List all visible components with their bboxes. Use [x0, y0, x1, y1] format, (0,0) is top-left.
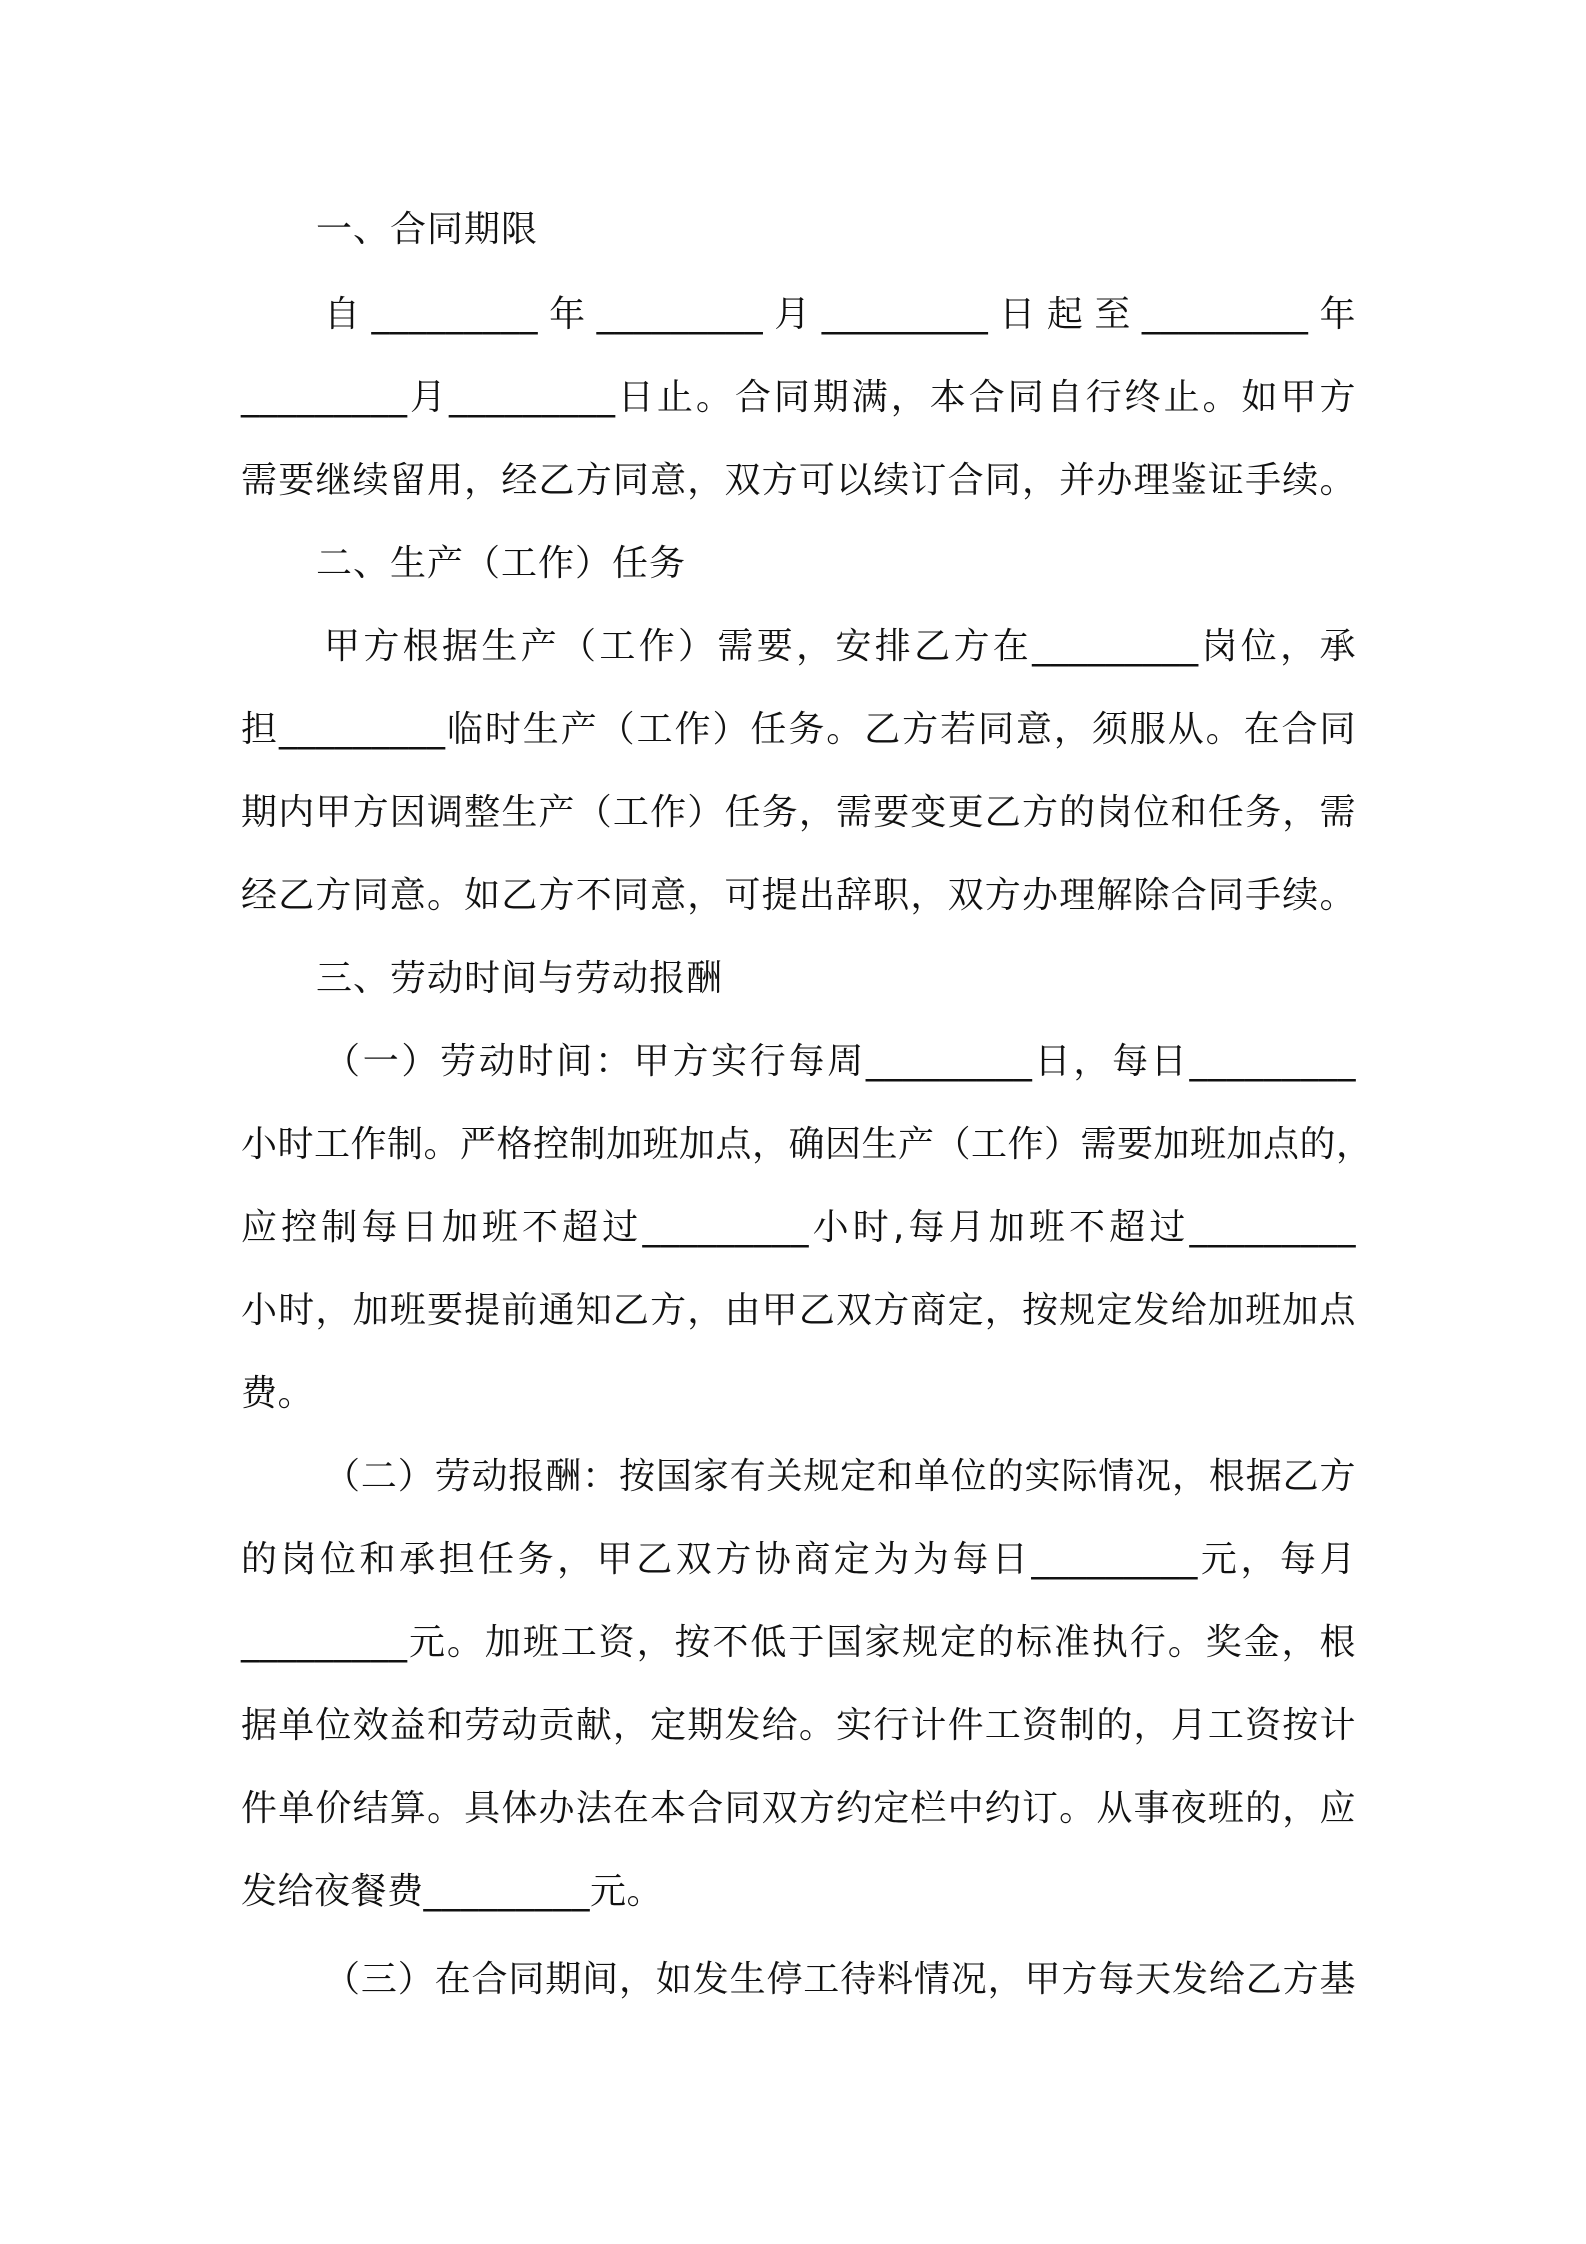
paragraph-line: 件单价结算。具体办法在本合同双方约定栏中约订。从事夜班的，应: [241, 1788, 1356, 1829]
paragraph-line: 的岗位和承担任务，甲乙双方协商定为为每日_________元，每月: [241, 1539, 1356, 1580]
section-heading-contract-term: 一、合同期限: [316, 209, 539, 250]
paragraph-line: _________月_________日止。合同期满，本合同自行终止。如甲方: [241, 377, 1356, 418]
paragraph-line: 期内甲方因调整生产（工作）任务，需要变更乙方的岗位和任务，需: [241, 792, 1356, 833]
paragraph-line: 应控制每日加班不超过_________小时,每月加班不超过_________: [241, 1207, 1356, 1248]
paragraph-line: 小时工作制。严格控制加班加点，确因生产（工作）需要加班加点的，: [241, 1124, 1373, 1165]
paragraph-line: 需要继续留用，经乙方同意，双方可以续订合同，并办理鉴证手续。: [241, 460, 1356, 501]
paragraph-line: 担_________临时生产（工作）任务。乙方若同意，须服从。在合同: [241, 709, 1356, 750]
paragraph-line: （一）劳动时间：甲方实行每周_________日，每日_________: [324, 1041, 1356, 1082]
paragraph-line: 据单位效益和劳动贡献，定期发给。实行计件工资制的，月工资按计: [241, 1705, 1356, 1746]
paragraph-line: _________元。加班工资，按不低于国家规定的标准执行。奖金，根: [241, 1622, 1356, 1663]
paragraph-line: （二）劳动报酬：按国家有关规定和单位的实际情况，根据乙方: [324, 1456, 1356, 1497]
paragraph-line: 甲方根据生产（工作）需要，安排乙方在_________岗位，承: [324, 626, 1356, 667]
section-heading-production-task: 二、生产（工作）任务: [316, 543, 687, 584]
paragraph-line: 费。: [241, 1373, 315, 1414]
paragraph-line: 发给夜餐费_________元。: [241, 1871, 664, 1912]
section-heading-hours-and-pay: 三、劳动时间与劳动报酬: [316, 958, 724, 999]
paragraph-line: 小时，加班要提前通知乙方，由甲乙双方商定，按规定发给加班加点: [241, 1290, 1356, 1331]
paragraph-line: 经乙方同意。如乙方不同意，可提出辞职，双方办理解除合同手续。: [241, 875, 1356, 916]
paragraph-line: （三）在合同期间，如发生停工待料情况，甲方每天发给乙方基: [324, 1959, 1356, 2000]
paragraph-line: 自_________年_________月_________日起至_________年: [324, 294, 1356, 335]
